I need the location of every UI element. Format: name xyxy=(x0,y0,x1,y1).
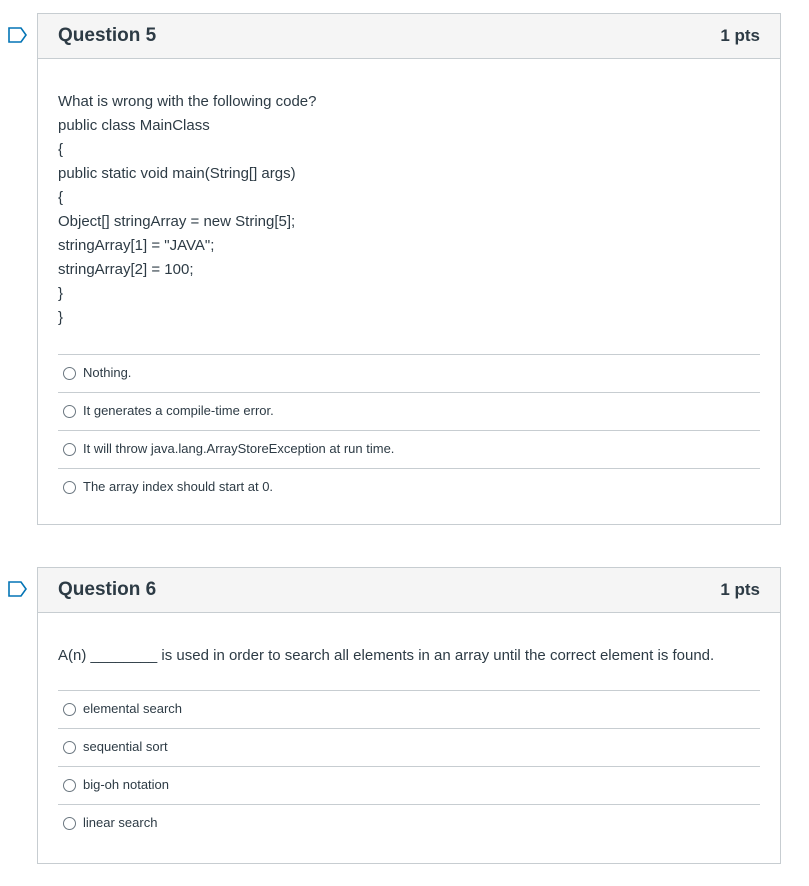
question-header xyxy=(38,14,780,59)
code-line: public class MainClass xyxy=(58,117,210,134)
answer-option[interactable] xyxy=(58,767,760,805)
radio-button[interactable] xyxy=(63,703,76,716)
answer-label[interactable]: Nothing. xyxy=(83,365,132,380)
radio-button[interactable] xyxy=(63,367,76,380)
radio-button[interactable] xyxy=(63,817,76,830)
answer-label[interactable]: elemental search xyxy=(83,701,182,716)
answer-list xyxy=(58,690,760,842)
question-points: 1 pts xyxy=(720,26,760,45)
question-5 xyxy=(37,13,781,525)
code-line: stringArray[1] = "JAVA"; xyxy=(58,237,215,254)
answer-label[interactable]: linear search xyxy=(83,815,158,830)
answer-label[interactable]: sequential sort xyxy=(83,739,168,754)
bookmark-flag-icon[interactable] xyxy=(8,27,28,43)
bookmark-flag-icon[interactable] xyxy=(8,581,28,597)
answer-option[interactable] xyxy=(58,393,760,431)
code-line: public static void main(String[] args) xyxy=(58,165,296,182)
answer-option[interactable] xyxy=(58,805,760,842)
question-points: 1 pts xyxy=(720,580,760,599)
answer-option[interactable] xyxy=(58,469,760,506)
radio-button[interactable] xyxy=(63,443,76,456)
answer-label[interactable]: It will throw java.lang.ArrayStoreException at run time. xyxy=(83,441,395,456)
code-line: } xyxy=(58,285,64,302)
question-text xyxy=(58,613,760,668)
question-6 xyxy=(37,567,781,864)
question-title: Question 5 xyxy=(58,25,157,46)
question-text xyxy=(58,59,760,330)
radio-button[interactable] xyxy=(63,405,76,418)
answer-label[interactable]: big-oh notation xyxy=(83,777,170,792)
code-line: { xyxy=(58,189,64,206)
question-title: Question 6 xyxy=(58,579,157,600)
answer-list xyxy=(58,354,760,506)
answer-option[interactable] xyxy=(58,431,760,469)
question-text-line: What is wrong with the following code? xyxy=(58,93,317,110)
code-line: stringArray[2] = 100; xyxy=(58,261,194,278)
question-text-line: A(n) ________ is used in order to search all elements in an array until the correct element is found. xyxy=(58,647,715,664)
answer-label[interactable]: The array index should start at 0. xyxy=(83,479,274,494)
code-line: { xyxy=(58,141,64,158)
question-header xyxy=(38,568,780,613)
radio-button[interactable] xyxy=(63,741,76,754)
radio-button[interactable] xyxy=(63,481,76,494)
radio-button[interactable] xyxy=(63,779,76,792)
answer-option[interactable] xyxy=(58,729,760,767)
answer-label[interactable]: It generates a compile-time error. xyxy=(83,403,274,418)
code-line: } xyxy=(58,309,64,326)
answer-option[interactable] xyxy=(58,355,760,393)
answer-option[interactable] xyxy=(58,691,760,729)
code-line: Object[] stringArray = new String[5]; xyxy=(58,213,296,230)
